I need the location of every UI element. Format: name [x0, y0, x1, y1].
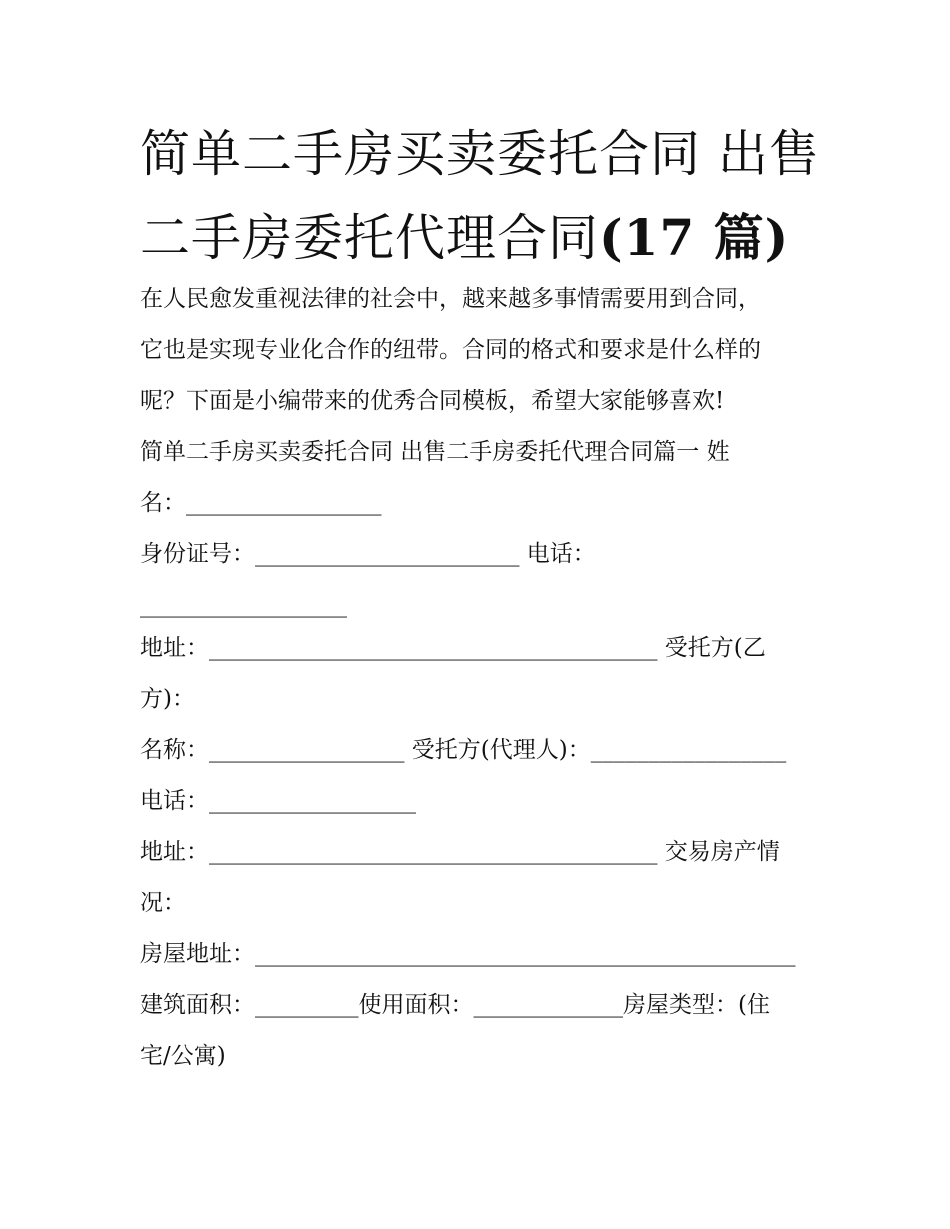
- content-line: 方)：: [140, 686, 195, 712]
- content-line: 房屋地址：_______________________________________________: [140, 941, 796, 967]
- intro-line: 呢？下面是小编带来的优秀合同模板，希望大家能够喜欢!: [140, 388, 725, 414]
- intro-line: 在人民愈发重视法律的社会中，越来越多事情需要用到合同，: [140, 286, 761, 312]
- title-line-2: 二手房委托代理合同: [140, 209, 599, 267]
- title-line-1: 简单二手房买卖委托合同 出售: [140, 125, 820, 183]
- document-title: [140, 112, 820, 280]
- content-line: 简单二手房买卖委托合同 出售二手房委托代理合同篇一 姓: [140, 439, 730, 465]
- content-line: __________________: [140, 592, 347, 618]
- content-line: 地址：_______________________________________ 受托方(乙: [140, 635, 766, 661]
- content-line: 身份证号：_______________________ 电话：: [140, 541, 596, 567]
- intro-line: 它也是实现专业化合作的纽带。合同的格式和要求是什么样的: [140, 337, 761, 363]
- content-line: 名：_________________: [140, 490, 382, 516]
- content-line: 宅/公寓): [140, 1043, 226, 1069]
- content-line: 地址：_______________________________________ 交易房产情: [140, 839, 780, 865]
- content-line: 电话：__________________: [140, 788, 416, 814]
- content-line: 名称：_________________ 受托方(代理人)：_________________: [140, 737, 787, 763]
- content-line: 况：: [140, 890, 186, 916]
- content-line: 建筑面积：_________使用面积：_____________房屋类型：(住: [140, 992, 770, 1018]
- title-count: (17 篇): [599, 208, 790, 267]
